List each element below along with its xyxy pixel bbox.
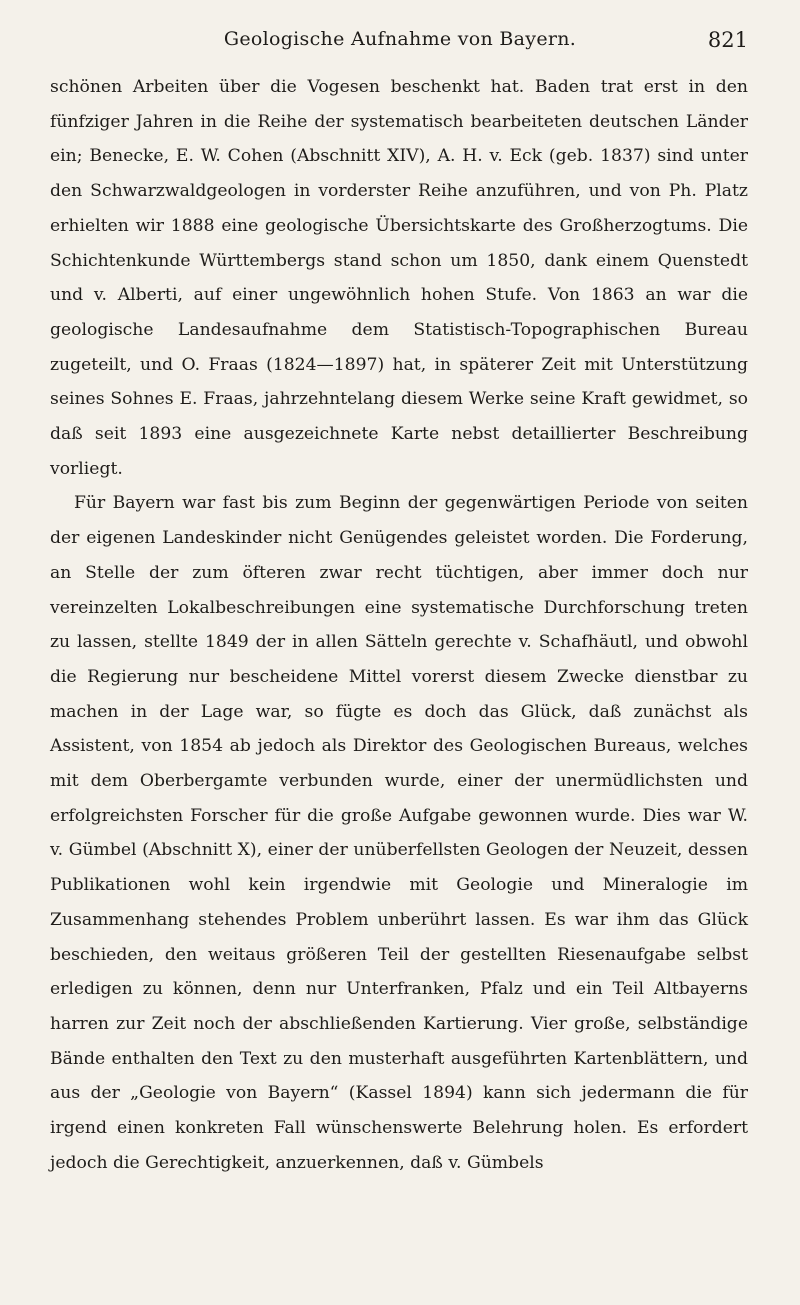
page-number: 821: [707, 28, 748, 52]
page-header: [52, 28, 748, 58]
paragraph: Für Bayern war fast bis zum Beginn der gegenwärtigen Periode von seiten der eigenen Landeskinder nicht Genügendes geleistet worden. Die Forderung, an Stelle der zum öfteren zwar recht tüchtigen, aber immer doch nur vereinzelten Lokalbeschreibungen eine systematische Durchforschung treten zu lassen, stellte 1849 der in allen Sätteln gerechte v. Schafhäutl, und obwohl die Regierung nur bescheidene Mittel vorerst diesem Zwecke dienstbar zu machen in der Lage war, so fügte es doch das Glück, daß zunächst als Assistent, von 1854 ab jedoch als Direktor des Geologischen Bureaus, welches mit dem Oberbergamte verbunden wurde, einer der unermüdlichsten und erfolgreichsten Forscher für die große Aufgabe gewonnen wurde. Dies war W. v. Gümbel (Abschnitt X), einer der unüberfellsten Geologen der Neuzeit, dessen Publikationen wohl kein irgendwie mit Geologie und Mineralogie im Zusammenhang stehendes Problem unberührt lassen. Es war ihm das Glück beschieden, den weitaus größeren Teil der gestellten Riesenaufgabe selbst erledigen zu können, denn nur Unterfranken, Pfalz und ein Teil Altbayerns harren zur Zeit noch der abschließenden Kartierung. Vier große, selbständige Bände enthalten den Text zu den musterhaft ausgeführten Kartenblättern, und aus der „Geologie von Bayern“ (Kassel 1894) kann sich jedermann die für irgend einen konkreten Fall wünschenswerte Belehrung holen. Es erfordert jedoch die Gerechtigkeit, anzuerkennen, daß v. Gümbels: [50, 493, 748, 1173]
running-head: Geologische Aufnahme von Bayern.: [223, 28, 577, 50]
paragraph: schönen Arbeiten über die Vogesen beschenkt hat. Baden trat erst in den fünfziger Jahren in die Reihe der systematisch bearbeiteten deutschen Länder ein; Benecke, E. W. Cohen (Abschnitt XIV), A. H. v. Eck (geb. 1837) sind unter den Schwarzwaldgeologen in vorderster Reihe anzuführen, und von Ph. Platz erhielten wir 1888 eine geologische Übersichtskarte des Großherzogtums. Die Schichtenkunde Württembergs stand schon um 1850, dank einem Quenstedt und v. Alberti, auf einer ungewöhnlich hohen Stufe. Von 1863 an war die geologische Landesaufnahme dem Statistisch-Topographischen Bureau zugeteilt, und O. Fraas (1824—1897) hat, in späterer Zeit mit Unterstützung seines Sohnes E. Fraas, jahrzehntelang diesem Werke seine Kraft gewidmet, so daß seit 1893 eine ausgezeichnete Karte nebst detaillierter Beschreibung vorliegt.: [50, 77, 748, 479]
body-text: [50, 70, 748, 1181]
